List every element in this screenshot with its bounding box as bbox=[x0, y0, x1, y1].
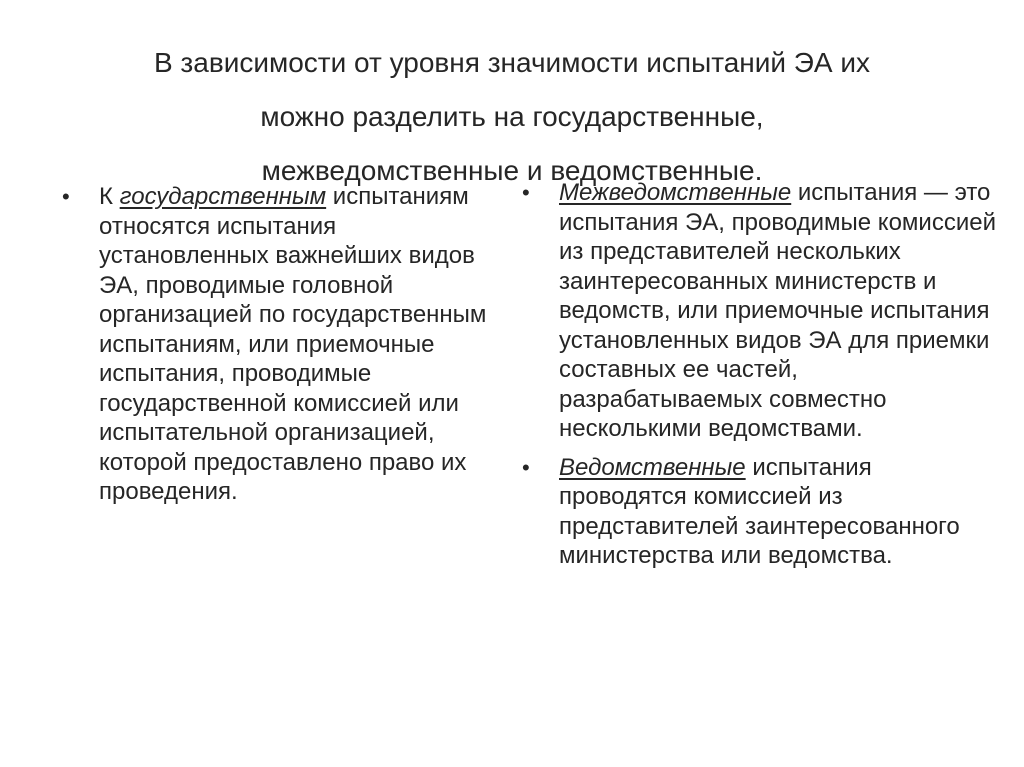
item-text: испытания — это испытания ЭА, проводимые комиссией из представителей нескольких заинтересованных министерств и ведомств, или приемочные испытания установленных видов ЭА для приемки составных ее частей, разрабатываемых совместно несколькими ведомствами. bbox=[559, 179, 996, 442]
list-item-interdepartmental-tests bbox=[522, 178, 1002, 444]
right-bullet-list bbox=[522, 178, 1002, 571]
bullet-icon: • bbox=[522, 180, 530, 205]
term-interdepartmental: Межведомственные bbox=[559, 179, 792, 206]
title-line-1: В зависимости от уровня значимости испытаний ЭА их bbox=[153, 47, 871, 78]
title-line-3: межведомственные и ведомственные. bbox=[261, 155, 763, 186]
title-line-2: можно разделить на государственные, bbox=[260, 101, 764, 132]
item-prefix: К bbox=[99, 183, 120, 210]
term-departmental: Ведомственные bbox=[559, 453, 746, 481]
right-column bbox=[522, 178, 1002, 580]
item-text: испытаниям относятся испытания установленных важнейших видов ЭА, проводимые головной организацией по государственным испытаниям, или приемочные испытания, проводимые государственной комиссией или испытательной организацией, которой предоставлено право их проведения. bbox=[99, 183, 487, 505]
left-bullet-list bbox=[62, 182, 492, 507]
list-item-departmental-tests bbox=[522, 453, 1002, 571]
slide-title bbox=[60, 36, 964, 198]
left-column bbox=[62, 182, 492, 516]
term-state: государственным bbox=[119, 183, 327, 210]
bullet-icon: • bbox=[522, 454, 530, 480]
list-item-state-tests bbox=[62, 182, 492, 507]
bullet-icon: • bbox=[62, 184, 70, 209]
item-text: испытания проводятся комиссией из представителей заинтересованного министерства или ведомства. bbox=[559, 453, 960, 569]
